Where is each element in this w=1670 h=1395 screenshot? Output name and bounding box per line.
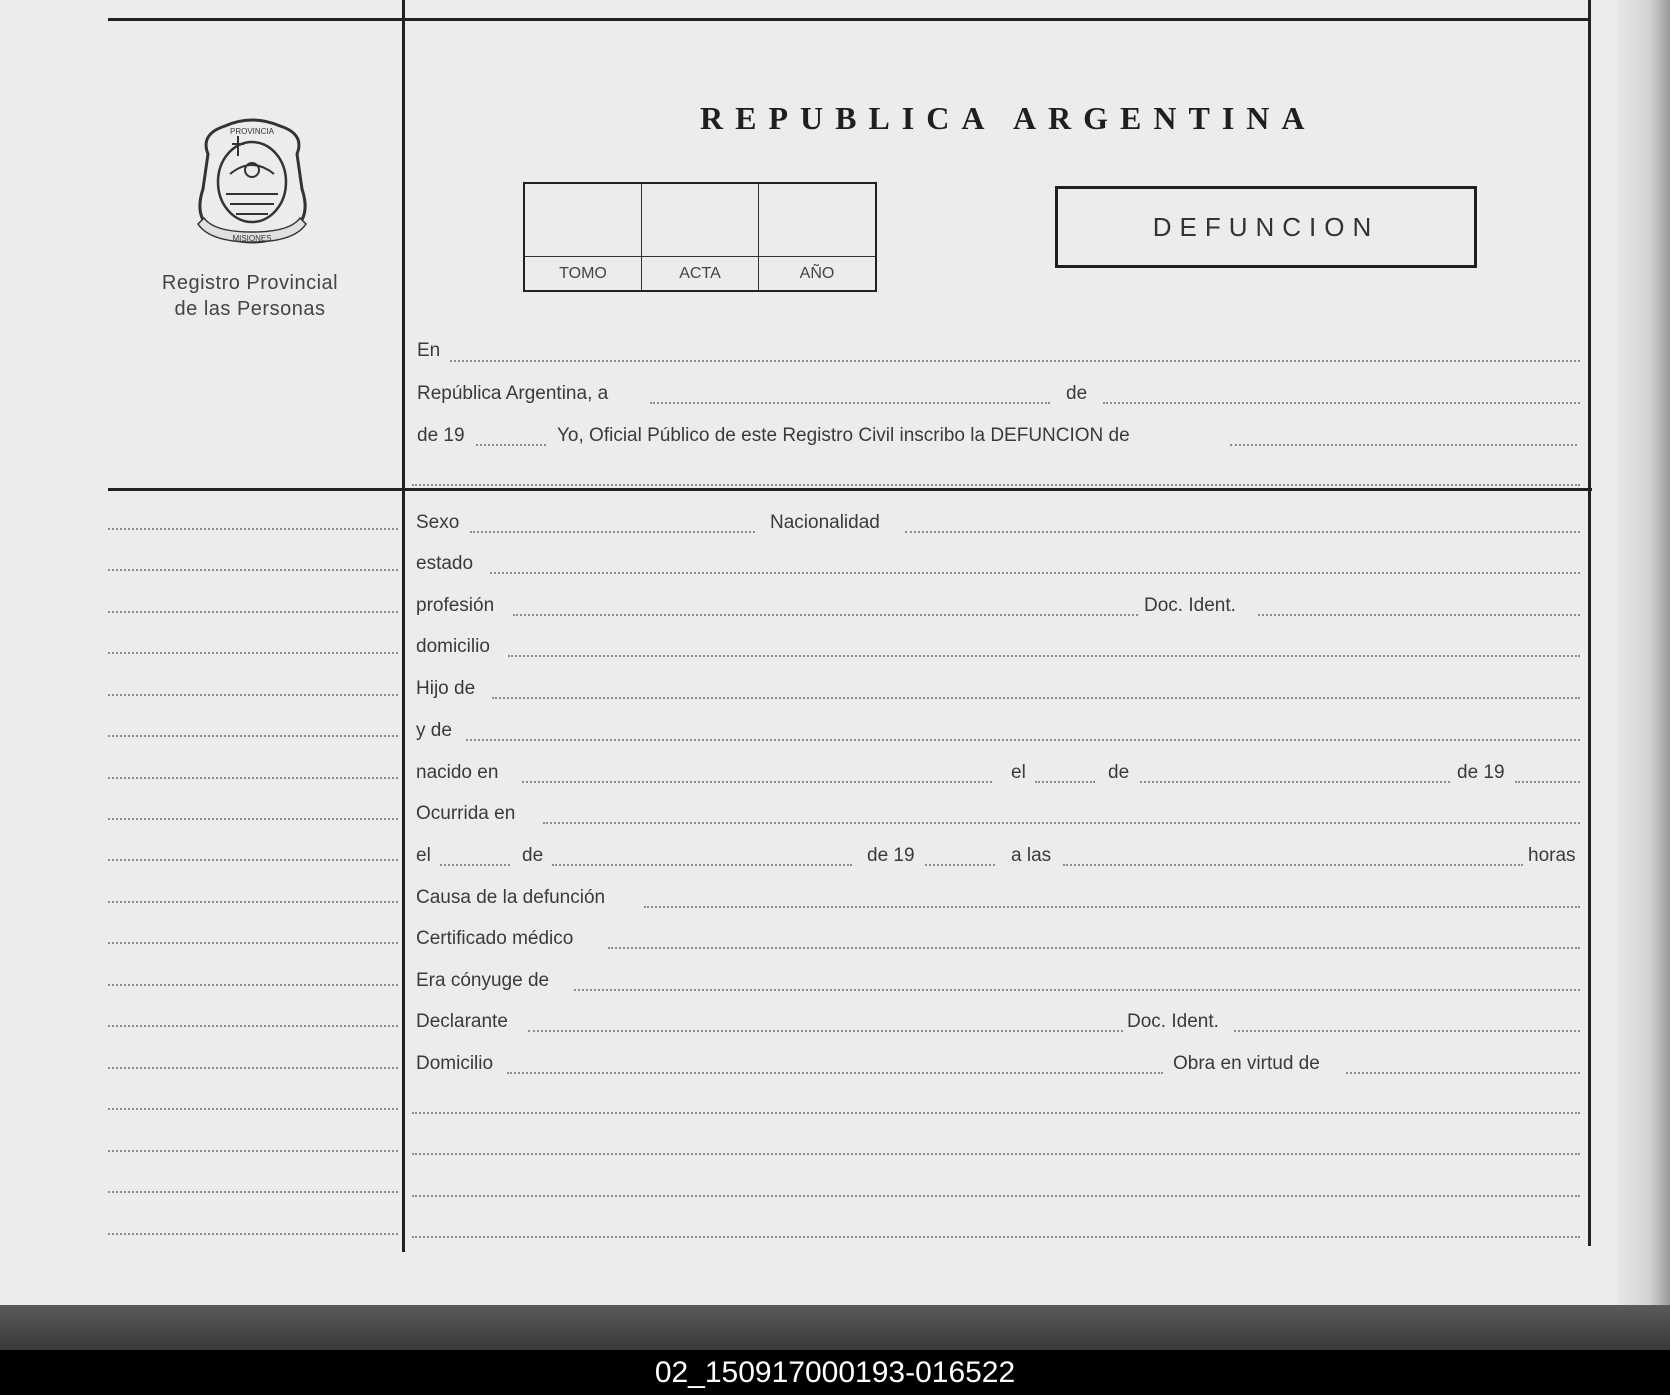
margin-line[interactable] xyxy=(108,777,398,779)
top-rule xyxy=(108,18,1590,21)
profesion-label: profesión xyxy=(416,595,495,616)
day-field[interactable] xyxy=(650,402,1050,404)
nacido-en-field[interactable] xyxy=(522,781,992,783)
hour-field[interactable] xyxy=(1063,864,1523,866)
de19-label-1: de 19 xyxy=(1457,762,1505,783)
document-type-box: DEFUNCION xyxy=(1055,186,1477,268)
birth-year-field[interactable] xyxy=(1515,781,1580,783)
margin-line[interactable] xyxy=(108,984,398,986)
de-label-1: de xyxy=(1108,762,1130,783)
margin-line[interactable] xyxy=(108,901,398,903)
domicilio-label-1: domicilio xyxy=(416,636,490,657)
certificado-label: Certificado médico xyxy=(416,928,574,949)
tomo-label: TOMO xyxy=(525,256,641,290)
margin-line[interactable] xyxy=(108,1025,398,1027)
el-label-1: el xyxy=(1011,762,1026,783)
seal-text-bottom: MISIONES xyxy=(232,234,272,243)
margin-line[interactable] xyxy=(108,694,398,696)
seal-text-top: PROVINCIA xyxy=(229,127,275,136)
nacido-en-label: nacido en xyxy=(416,762,499,783)
declaration-text: Yo, Oficial Público de este Registro Civil inscribo la DEFUNCION de xyxy=(557,425,1130,446)
margin-line[interactable] xyxy=(108,528,398,530)
ocurrida-en-field[interactable] xyxy=(543,822,1580,824)
notes-line[interactable] xyxy=(412,1153,1580,1155)
y-de-label: y de xyxy=(416,720,452,741)
registry-name xyxy=(145,270,355,322)
anio-cell[interactable] xyxy=(759,184,875,290)
en-field[interactable] xyxy=(450,360,1580,362)
domicilio-field-2[interactable] xyxy=(507,1072,1163,1074)
doc-ident-field-2[interactable] xyxy=(1234,1030,1580,1032)
conyuge-label: Era cónyuge de xyxy=(416,970,550,991)
hijo-de-label: Hijo de xyxy=(416,678,476,699)
y-de-field[interactable] xyxy=(466,739,1580,741)
reference-table xyxy=(523,182,877,292)
anio-label: AÑO xyxy=(759,256,875,290)
birth-month-field[interactable] xyxy=(1140,781,1450,783)
birth-day-field[interactable] xyxy=(1035,781,1095,783)
estado-field[interactable] xyxy=(490,572,1580,574)
sexo-field[interactable] xyxy=(470,531,755,533)
doc-ident-field-1[interactable] xyxy=(1258,614,1580,616)
registry-line-2: de las Personas xyxy=(174,298,326,320)
margin-line[interactable] xyxy=(108,652,398,654)
domicilio-label-2: Domicilio xyxy=(416,1053,494,1074)
death-day-field[interactable] xyxy=(440,864,510,866)
certificado-field[interactable] xyxy=(608,947,1580,949)
estado-label: estado xyxy=(416,553,474,574)
ocurrida-en-label: Ocurrida en xyxy=(416,803,516,824)
declarante-field[interactable] xyxy=(528,1030,1123,1032)
de-label-2: de xyxy=(522,845,544,866)
obra-label: Obra en virtud de xyxy=(1173,1053,1320,1074)
margin-line[interactable] xyxy=(108,735,398,737)
margin-line[interactable] xyxy=(108,1150,398,1152)
nacionalidad-field[interactable] xyxy=(905,531,1580,533)
acta-label: ACTA xyxy=(642,256,758,290)
margin-line[interactable] xyxy=(108,611,398,613)
notes-line[interactable] xyxy=(412,1236,1580,1238)
year-label: de 19 xyxy=(417,425,465,446)
notes-line[interactable] xyxy=(412,1112,1580,1114)
de-label: de xyxy=(1066,383,1088,404)
acta-cell[interactable] xyxy=(642,184,759,290)
horas-label: horas xyxy=(1528,845,1576,866)
book-edge xyxy=(1618,0,1670,1340)
margin-line[interactable] xyxy=(108,859,398,861)
right-border xyxy=(1588,0,1591,1246)
margin-line[interactable] xyxy=(108,942,398,944)
sexo-label: Sexo xyxy=(416,512,460,533)
margin-line[interactable] xyxy=(108,1191,398,1193)
margin-line[interactable] xyxy=(108,1067,398,1069)
en-label: En xyxy=(417,340,441,361)
death-year-field[interactable] xyxy=(925,864,995,866)
tomo-cell[interactable] xyxy=(525,184,642,290)
conyuge-field[interactable] xyxy=(574,989,1580,991)
margin-line[interactable] xyxy=(108,569,398,571)
mid-rule xyxy=(108,488,1592,491)
obra-field[interactable] xyxy=(1346,1072,1580,1074)
book-bottom-edge xyxy=(0,1305,1670,1350)
margin-line[interactable] xyxy=(108,1108,398,1110)
nacionalidad-label: Nacionalidad xyxy=(770,512,880,533)
provincial-seal-icon xyxy=(190,114,315,249)
registry-line-1: Registro Provincial xyxy=(161,272,339,294)
image-caption: 02_150917000193-016522 xyxy=(0,1350,1670,1395)
deceased-name-field-2[interactable] xyxy=(412,484,1580,486)
profesion-field[interactable] xyxy=(513,614,1138,616)
notes-line[interactable] xyxy=(412,1195,1580,1197)
de19-label-2: de 19 xyxy=(867,845,915,866)
el-label-2: el xyxy=(416,845,431,866)
page-title: REPUBLICA ARGENTINA xyxy=(700,100,1317,136)
margin-line[interactable] xyxy=(108,818,398,820)
domicilio-field-1[interactable] xyxy=(508,655,1580,657)
doc-ident-label-2: Doc. Ident. xyxy=(1127,1011,1219,1032)
year-field[interactable] xyxy=(476,444,546,446)
death-month-field[interactable] xyxy=(552,864,852,866)
republica-label: República Argentina, a xyxy=(417,383,609,404)
deceased-name-field[interactable] xyxy=(1230,444,1577,446)
margin-line[interactable] xyxy=(108,1233,398,1235)
month-field[interactable] xyxy=(1103,402,1580,404)
a-las-label: a las xyxy=(1011,845,1052,866)
hijo-de-field[interactable] xyxy=(492,697,1580,699)
declarante-label: Declarante xyxy=(416,1011,508,1032)
causa-label: Causa de la defunción xyxy=(416,887,606,908)
causa-field[interactable] xyxy=(644,906,1580,908)
doc-ident-label-1: Doc. Ident. xyxy=(1144,595,1236,616)
center-divider xyxy=(402,0,405,1252)
